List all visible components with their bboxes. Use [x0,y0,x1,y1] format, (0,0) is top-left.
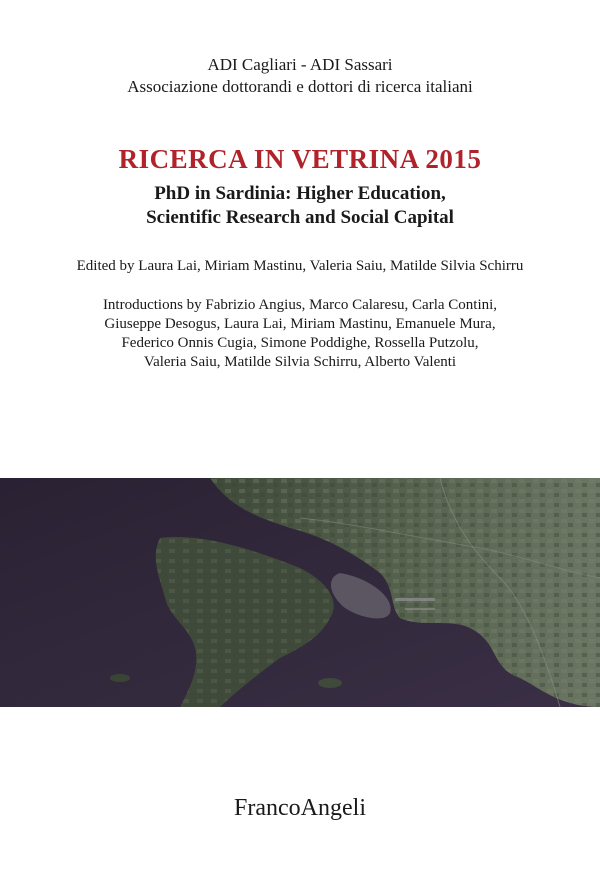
organization-line-1: ADI Cagliari - ADI Sassari [207,55,393,74]
introductions-line: Giuseppe Desogus, Laura Lai, Miriam Mastinu, Emanuele Mura, [104,316,496,332]
subtitle-line-2: Scientific Research and Social Capital [146,207,454,228]
introductions-line: Introductions by Fabrizio Angius, Marco Calaresu, Carla Contini, [102,297,498,313]
book-title: RICERCA IN VETRINA 2015 [118,144,482,174]
organization-line-2: Associazione dottorandi e dottori di ricerca italiani [127,77,473,96]
publisher-name: FrancoAngeli [234,795,366,821]
editors-line: Edited by Laura Lai, Miriam Mastinu, Valeria Saiu, Matilde Silvia Schirru [76,258,524,274]
satellite-image [0,478,600,707]
introductions-line: Federico Onnis Cugia, Simone Poddighe, Rossella Putzolu, [121,335,479,351]
introductions-line: Valeria Saiu, Matilde Silvia Schirru, Alberto Valenti [143,354,457,370]
subtitle-line-1: PhD in Sardinia: Higher Education, [154,183,446,204]
